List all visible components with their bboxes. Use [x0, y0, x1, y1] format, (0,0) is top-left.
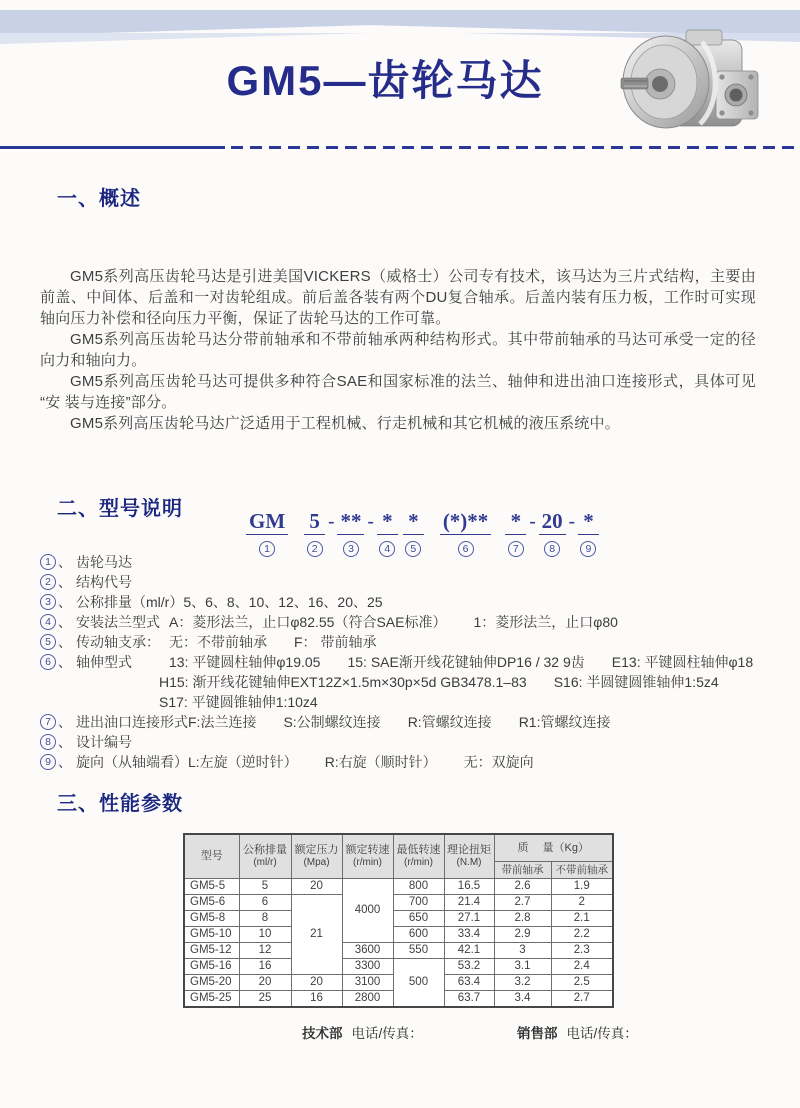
model-name-cell: GM5-25 — [184, 991, 239, 1008]
table-header-cell — [393, 834, 444, 879]
model-item-line — [40, 592, 770, 612]
code-callout-number: 7 — [508, 541, 524, 557]
model-item-option: 无：双旋向 — [463, 754, 534, 770]
value-cell: 2800 — [342, 991, 393, 1008]
code-callout-number: 3 — [343, 541, 359, 557]
value-cell: 42.1 — [444, 943, 494, 959]
item-number-separator: 、 — [58, 554, 72, 570]
tech-dept-label: 技术部 — [302, 1026, 343, 1041]
header-band-wedge-left — [0, 33, 370, 44]
page-title: GM5—齿轮马达 — [226, 57, 544, 104]
table-row — [184, 879, 613, 895]
weight-subheader-cell: 不带前轴承 — [551, 862, 613, 879]
page-header — [0, 0, 800, 160]
header-unit: (N.M) — [456, 856, 482, 868]
model-item-label: 安装法兰型式 — [76, 614, 160, 630]
table-row — [184, 927, 613, 943]
value-cell: 2.1 — [551, 911, 613, 927]
model-item — [40, 572, 770, 592]
code-segment-text: * — [505, 510, 526, 535]
value-cell: 53.2 — [444, 959, 494, 975]
overview-paragraph: GM5系列高压齿轮马达是引进美国VICKERS（威格士）公司专有技术，该马达为三片式结构，主要由前盖、中间体、后盖和一对齿轮组成。前后盖各装有两个DU复合轴承。后盖内装有压力板，工作时可实现轴向压力补偿和径向压力平衡，保证了齿轮马达的工作可靠。 — [40, 268, 756, 327]
code-callout-number: 2 — [307, 541, 323, 557]
value-cell: 1.9 — [551, 879, 613, 895]
value-cell: 800 — [393, 879, 444, 895]
model-item-label: 设计编号 — [76, 734, 132, 750]
model-item-option: H15: 渐开线花键轴伸EXT12Z×1.5m×30p×5d GB3478.1–83 — [159, 674, 527, 690]
model-item-option: 5、6、8、10、12、16、20、25 — [183, 594, 383, 610]
model-item-option: S16: 半圆键圆锥轴伸1:5z4 — [553, 674, 719, 690]
code-callout-number: 4 — [379, 541, 395, 557]
value-cell: 2.8 — [494, 911, 551, 927]
value-cell: 3100 — [342, 975, 393, 991]
value-cell: 20 — [291, 975, 342, 991]
value-cell: 650 — [393, 911, 444, 927]
weight-subheader-cell: 带前轴承 — [494, 862, 551, 879]
value-cell: 3 — [494, 943, 551, 959]
code-segment — [578, 510, 599, 557]
code-segment-text: 20 — [539, 510, 566, 535]
code-segment-text: 5 — [304, 510, 325, 535]
item-number-icon: 9 — [40, 754, 56, 770]
item-number-separator: 、 — [58, 574, 72, 590]
code-callout-number: 9 — [580, 541, 596, 557]
model-item-continuation — [40, 672, 770, 692]
model-item — [40, 592, 770, 612]
code-segment-text: * — [377, 510, 398, 535]
value-cell: 10 — [239, 927, 291, 943]
model-item-option: R:管螺纹连接 — [407, 714, 492, 730]
divider-solid-line — [0, 146, 225, 149]
item-number-icon: 4 — [40, 614, 56, 630]
header-unit: (ml/r) — [253, 856, 277, 868]
value-cell: 700 — [393, 895, 444, 911]
header-unit: (r/min) — [353, 856, 382, 868]
divider-dashed-line — [231, 146, 800, 149]
model-item-option: F： 带前轴承 — [294, 634, 377, 650]
model-item — [40, 732, 770, 752]
value-cell: 3.1 — [494, 959, 551, 975]
value-cell: 20 — [291, 879, 342, 895]
table-row — [184, 895, 613, 911]
model-item-label: 旋向（从轴端看） — [76, 754, 188, 770]
model-name-cell: GM5-20 — [184, 975, 239, 991]
model-item-label: 结构代号 — [76, 574, 132, 590]
value-cell: 5 — [239, 879, 291, 895]
overview-heading: 一、概述 — [57, 188, 141, 210]
model-item-line — [40, 712, 770, 732]
code-callout-number: 5 — [405, 541, 421, 557]
header-label: 型号 — [200, 850, 223, 863]
model-item-continuation — [40, 692, 770, 712]
item-number-icon: 3 — [40, 594, 56, 610]
value-cell: 550 — [393, 943, 444, 959]
code-segment — [377, 510, 398, 557]
model-item-option: S:公制螺纹连接 — [283, 714, 381, 730]
model-item-option: F:法兰连接 — [188, 714, 257, 730]
value-cell: 16 — [239, 959, 291, 975]
table-header-cell — [184, 834, 239, 879]
code-segment-text: (*)** — [440, 510, 492, 535]
value-cell: 21 — [291, 895, 342, 975]
performance-heading: 三、性能参数 — [57, 793, 183, 815]
sales-dept-label: 销售部 — [517, 1026, 558, 1041]
model-item-label: 进出油口连接形式 — [76, 714, 188, 730]
table-header-cell — [291, 834, 342, 879]
table-header-row — [184, 834, 613, 862]
value-cell: 2.3 — [551, 943, 613, 959]
item-number-icon: 8 — [40, 734, 56, 750]
sales-dept-contact — [517, 1022, 638, 1042]
model-name-cell: GM5-6 — [184, 895, 239, 911]
item-number-separator: 、 — [58, 654, 72, 670]
value-cell: 16.5 — [444, 879, 494, 895]
model-item-line — [40, 752, 770, 772]
code-segment-text: GM — [246, 510, 288, 535]
model-code-diagram — [246, 510, 599, 557]
header-unit: (Mpa) — [303, 856, 330, 868]
header-unit: (r/min) — [404, 856, 433, 868]
header-divider — [0, 146, 800, 149]
model-name-cell: GM5-12 — [184, 943, 239, 959]
model-name-cell: GM5-10 — [184, 927, 239, 943]
value-cell: 2.2 — [551, 927, 613, 943]
model-item-option: 1：菱形法兰，止口φ80 — [473, 614, 618, 630]
overview-paragraph: GM5系列高压齿轮马达可提供多种符合SAE和国家标准的法兰、轴伸和进出油口连接形式，具体可见“安 装与连接”部分。 — [40, 373, 756, 411]
model-name-cell: GM5-16 — [184, 959, 239, 975]
item-number-separator: 、 — [58, 734, 72, 750]
code-segment-text: * — [578, 510, 599, 535]
section-model — [0, 496, 800, 772]
item-number-separator: 、 — [58, 634, 72, 650]
tech-dept-phone-fax: 电话/传真： — [351, 1026, 423, 1041]
value-cell: 20 — [239, 975, 291, 991]
item-number-icon: 2 — [40, 574, 56, 590]
header-label: 额定压力 — [294, 844, 339, 856]
table-header-cell — [239, 834, 291, 879]
model-item-option: R:右旋（顺时针） — [324, 754, 437, 770]
item-number-icon: 6 — [40, 654, 56, 670]
code-segment — [539, 510, 566, 557]
model-item-label: 公称排量（ml/r） — [76, 594, 184, 610]
value-cell: 3.2 — [494, 975, 551, 991]
item-number-separator: 、 — [58, 594, 72, 610]
value-cell: 2.6 — [494, 879, 551, 895]
value-cell: 3600 — [342, 943, 393, 959]
model-name-cell: GM5-8 — [184, 911, 239, 927]
value-cell: 16 — [291, 991, 342, 1008]
performance-table — [183, 833, 614, 1008]
tech-dept-contact — [302, 1022, 423, 1042]
model-item-option: 无：不带前轴承 — [169, 634, 267, 650]
model-item-line — [40, 732, 770, 752]
code-segment — [246, 510, 288, 557]
table-header-cell — [444, 834, 494, 879]
code-separator: - — [367, 511, 374, 532]
table-row — [184, 943, 613, 959]
gear-motor-photo — [614, 24, 766, 142]
model-item-line — [40, 612, 770, 632]
code-segment-text: * — [403, 510, 424, 535]
value-cell: 4000 — [342, 879, 393, 943]
gear-motor-illustration — [614, 24, 766, 142]
code-separator: - — [328, 511, 335, 532]
table-row — [184, 911, 613, 927]
model-items — [40, 552, 770, 772]
section-performance — [0, 791, 800, 1008]
value-cell: 63.4 — [444, 975, 494, 991]
header-label: 最低转速 — [396, 844, 441, 856]
code-segment — [403, 510, 424, 557]
item-number-icon: 7 — [40, 714, 56, 730]
model-item — [40, 612, 770, 632]
value-cell: 63.7 — [444, 991, 494, 1008]
code-callout-number: 1 — [259, 541, 275, 557]
value-cell: 2 — [551, 895, 613, 911]
value-cell: 25 — [239, 991, 291, 1008]
value-cell: 2.5 — [551, 975, 613, 991]
item-number-separator: 、 — [58, 754, 72, 770]
overview-paragraphs — [40, 266, 756, 434]
value-cell: 500 — [393, 959, 444, 1008]
model-item — [40, 632, 770, 652]
code-callout-number: 8 — [544, 541, 560, 557]
model-item-option: R1:管螺纹连接 — [518, 714, 611, 730]
model-item-option: S17: 平键圆锥轴伸1:10z4 — [159, 694, 318, 710]
model-item-option: L:左旋（逆时针） — [188, 754, 298, 770]
model-item-label: 齿轮马达 — [76, 554, 132, 570]
table-header-cell — [342, 834, 393, 879]
header-label: 公称排量 — [243, 844, 287, 856]
item-number-icon: 5 — [40, 634, 56, 650]
model-item-option: A：菱形法兰，止口φ82.55（符合SAE标准） — [169, 614, 447, 630]
item-number-separator: 、 — [58, 714, 72, 730]
value-cell: 3.4 — [494, 991, 551, 1008]
model-item — [40, 752, 770, 772]
value-cell: 2.7 — [494, 895, 551, 911]
code-separator: - — [568, 511, 575, 532]
code-callout-number: 6 — [458, 541, 474, 557]
code-segment-text: ** — [337, 510, 364, 535]
model-item-option: E13: 平键圆柱轴伸φ18 — [611, 654, 754, 670]
section-overview — [0, 186, 800, 434]
page-footer — [0, 1022, 800, 1042]
value-cell: 12 — [239, 943, 291, 959]
model-item-line — [40, 652, 770, 672]
model-item-line — [40, 632, 770, 652]
value-cell: 8 — [239, 911, 291, 927]
value-cell: 2.7 — [551, 991, 613, 1008]
model-item — [40, 712, 770, 732]
value-cell: 6 — [239, 895, 291, 911]
model-item-line — [40, 572, 770, 592]
value-cell: 27.1 — [444, 911, 494, 927]
item-number-icon: 1 — [40, 554, 56, 570]
model-heading: 二、型号说明 — [57, 498, 183, 520]
code-segment — [304, 510, 325, 557]
table-row — [184, 959, 613, 975]
code-segment — [440, 510, 492, 557]
model-item — [40, 652, 770, 712]
value-cell: 600 — [393, 927, 444, 943]
weight-group-header: 质 量（Kg） — [494, 834, 613, 862]
overview-paragraph: GM5系列高压齿轮马达分带前轴承和不带前轴承两种结构形式。其中带前轴承的马达可承受一定的径向力和轴向力。 — [40, 331, 756, 369]
header-label: 额定转速 — [345, 844, 390, 856]
code-separator: - — [529, 511, 536, 532]
code-segment — [505, 510, 526, 557]
code-segment — [337, 510, 364, 557]
model-item-option: 13: 平键圆柱轴伸φ19.05 — [169, 654, 321, 670]
value-cell: 2.9 — [494, 927, 551, 943]
sales-dept-phone-fax: 电话/传真： — [566, 1026, 638, 1041]
item-number-separator: 、 — [58, 614, 72, 630]
value-cell: 33.4 — [444, 927, 494, 943]
table-body — [184, 879, 613, 1008]
header-label: 理论扭矩 — [447, 844, 491, 856]
model-item-label: 轴伸型式 — [76, 654, 132, 670]
value-cell: 21.4 — [444, 895, 494, 911]
model-item-label: 传动轴支承： — [76, 634, 160, 650]
model-item-option: 15: SAE渐开线花键轴伸DP16 / 32 9齿 — [347, 654, 585, 670]
value-cell: 3300 — [342, 959, 393, 975]
model-name-cell: GM5-5 — [184, 879, 239, 895]
value-cell: 2.4 — [551, 959, 613, 975]
overview-paragraph: GM5系列高压齿轮马达广泛适用于工程机械、行走机械和其它机械的液压系统中。 — [70, 415, 620, 432]
table-head — [184, 834, 613, 879]
